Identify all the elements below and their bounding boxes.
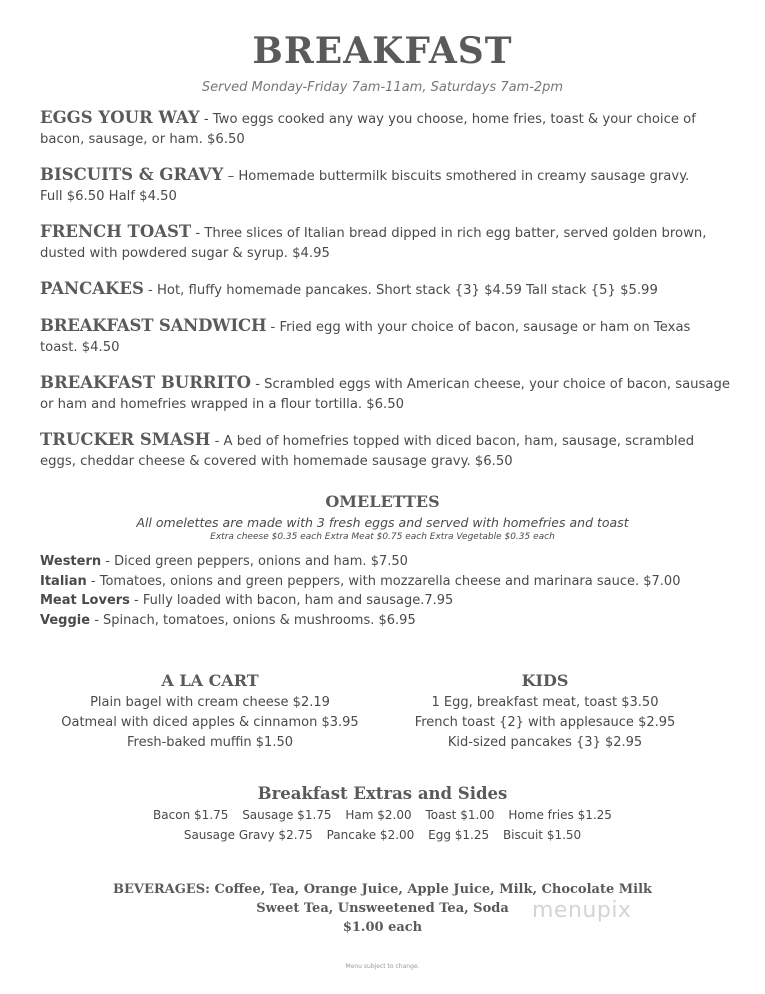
menu-item [40,316,730,358]
item-prices: Full $6.50 Half $4.50 [40,189,177,204]
page-subtitle: Served Monday-Friday 7am-11am, Saturdays 7am-2pm [201,80,564,95]
item-description: - Hot, fluffy homemade pancakes. Short stack {3} $4.59 Tall stack {5} $5.99 [143,283,658,298]
item-name: BREAKFAST BURRITO [40,373,251,392]
kids-title: KIDS [521,671,569,690]
extra-item: Biscuit $1.50 [502,828,582,842]
extras-section [0,784,765,845]
extra-item: Home fries $1.25 [508,808,612,822]
a-la-cart-line: Oatmeal with diced apples & cinnamon $3.95 [61,715,359,730]
menu-item [40,222,730,264]
omelette-description: - Tomatoes, onions and green peppers, with mozzarella cheese and marinara sauce. $7.00 [86,573,681,589]
item-name: PANCAKES [40,279,144,298]
menu-item [40,108,730,150]
beverages-section [0,880,765,937]
page-title: BREAKFAST [252,30,513,72]
omelette-name: Italian [40,573,87,589]
item-name: EGGS YOUR WAY [40,108,200,127]
a-la-cart-title: A LA CART [161,671,259,690]
item-description: - Scrambled eggs with American cheese, your choice of bacon, sausage or ham and homefries wrapped in a flour tortilla. $6.50 [40,377,730,412]
omelette-item [40,591,730,611]
omelette-item [40,572,730,592]
item-description: - Three slices of Italian bread dipped in rich egg batter, served golden brown, dusted with powdered sugar & syrup. $4.95 [40,226,707,261]
beverages-line: Sweet Tea, Unsweetened Tea, Soda [256,901,509,916]
omelettes-subtitle: All omelettes are made with 3 fresh eggs and served with homefries and toast [136,515,629,530]
omelette-item [40,552,730,572]
extra-item: Egg $1.25 [428,828,490,842]
extras-row [0,825,765,845]
item-name: FRENCH TOAST [40,222,192,241]
omelette-item [40,611,730,631]
beverages-line: BEVERAGES: Coffee, Tea, Orange Juice, Apple Juice, Milk, Chocolate Milk [112,882,653,897]
item-description: - Two eggs cooked any way you choose, home fries, toast & your choice of bacon, sausage, or ham. $6.50 [40,112,696,147]
extra-item: Ham $2.00 [345,808,412,822]
extra-item: Bacon $1.75 [153,808,229,822]
menu-item [40,279,730,301]
extra-item: Pancake $2.00 [326,828,415,842]
menu-item [40,165,730,207]
kids-section [395,671,695,753]
kids-line: 1 Egg, breakfast meat, toast $3.50 [431,695,659,710]
omelette-name: Meat Lovers [40,593,130,608]
kids-line: French toast {2} with applesauce $2.95 [414,715,676,730]
omelette-name: Veggie [40,612,91,628]
extras-title: Breakfast Extras and Sides [257,784,508,803]
a-la-cart-section [60,671,360,753]
omelettes-section [0,492,765,630]
item-name: BREAKFAST SANDWICH [40,316,267,335]
item-name: BISCUITS & GRAVY [40,165,224,184]
watermark-logo: menupix [532,898,632,923]
omelette-description: - Fully loaded with bacon, ham and sausage.7.95 [129,593,454,608]
breakfast-items [40,108,730,487]
footnote: Menu subject to change. [345,963,420,970]
item-description: - A bed of homefries topped with diced bacon, ham, sausage, scrambled eggs, cheddar cheese & covered with homemade sausage gravy. $6.50 [40,434,695,469]
menu-item [40,373,730,415]
a-la-cart-line: Plain bagel with cream cheese $2.19 [90,695,330,710]
extra-item: Toast $1.00 [425,808,495,822]
extras-row [0,805,765,825]
item-name: TRUCKER SMASH [40,430,211,449]
omelette-description: - Diced green peppers, onions and ham. $7.50 [101,554,408,569]
omelettes-title: OMELETTES [325,492,440,511]
extra-item: Sausage Gravy $2.75 [183,828,313,842]
kids-line: Kid-sized pancakes {3} $2.95 [447,735,643,750]
omelettes-extras: Extra cheese $0.35 each Extra Meat $0.75 each Extra Vegetable $0.35 each [210,532,555,542]
omelette-name: Western [40,554,102,569]
a-la-cart-line: Fresh-baked muffin $1.50 [126,735,294,750]
item-description: – Homemade buttermilk biscuits smothered in creamy sausage gravy. [223,169,690,184]
extra-item: Sausage $1.75 [242,808,332,822]
omelettes-list [40,552,730,630]
beverages-price: $1.00 each [342,920,423,935]
menu-item [40,430,730,472]
omelette-description: - Spinach, tomatoes, onions & mushrooms. $6.95 [90,612,416,628]
item-description: - Fried egg with your choice of bacon, sausage or ham on Texas toast. $4.50 [40,320,691,355]
